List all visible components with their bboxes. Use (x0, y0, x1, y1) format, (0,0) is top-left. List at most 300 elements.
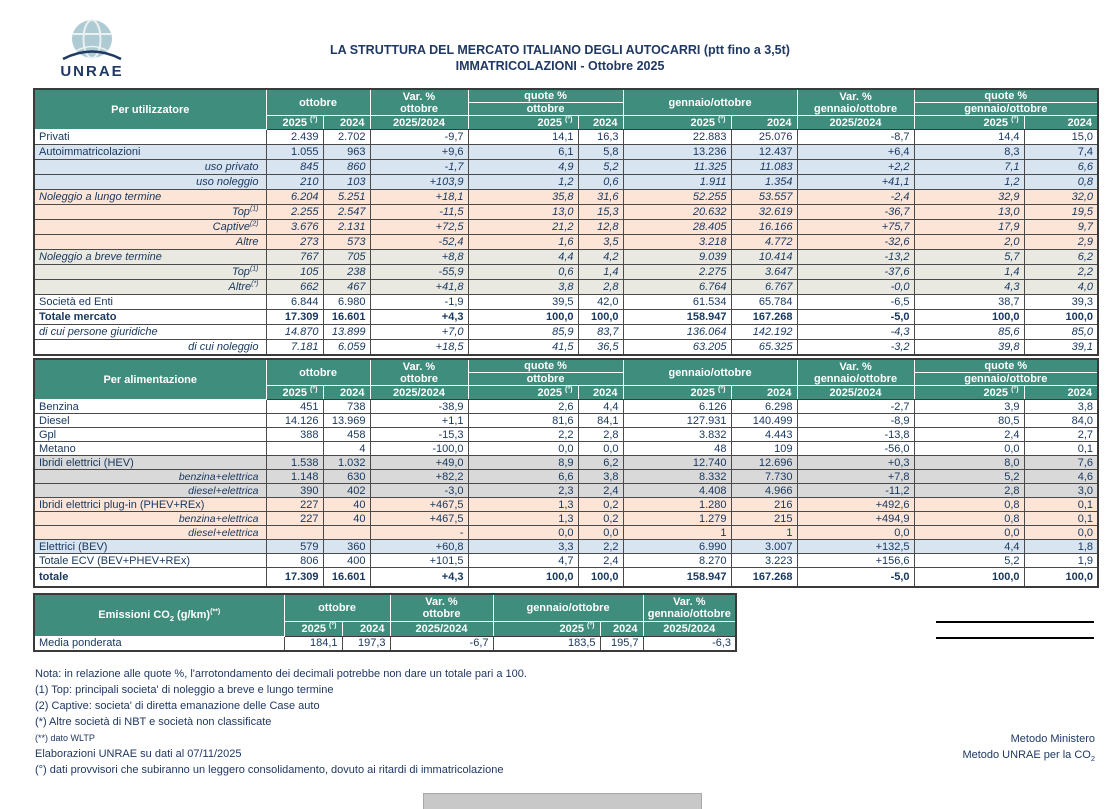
cell: +156,6 (797, 554, 914, 568)
cell: 3.676 (266, 220, 323, 235)
cell: +82,2 (370, 470, 468, 484)
cell: 6,1 (468, 145, 578, 160)
cell: 5,8 (578, 145, 623, 160)
cell: 3,8 (1024, 400, 1098, 414)
cell: 0,8 (914, 512, 1024, 526)
col-header-per-alimentazione: Per alimentazione (34, 359, 266, 400)
cell: 12,8 (578, 220, 623, 235)
cell: 451 (266, 400, 323, 414)
cell: 1.911 (623, 175, 731, 190)
cell: +0,3 (797, 456, 914, 470)
cell: 100,0 (914, 310, 1024, 325)
footnotes (35, 666, 755, 762)
cell: 16.601 (323, 568, 370, 587)
table-row (34, 190, 1098, 205)
col-header-gennaio-ottobre: gennaio/ottobre (623, 89, 797, 116)
cell: 6.298 (731, 400, 797, 414)
col-header-quote-ottobre: quote % (468, 359, 623, 373)
cell: 4,4 (468, 250, 578, 265)
row-label-text: benzina+elettrica (178, 512, 259, 525)
cell: +4,3 (370, 568, 468, 587)
footnote-altre: (*) Altre società di NBT e società non classificate (35, 716, 272, 728)
cell: 41,5 (468, 340, 578, 355)
year-2025-header: 2025 (°) (468, 386, 578, 400)
cell: 158.947 (623, 568, 731, 587)
year-2024-header: 2024 (323, 116, 370, 130)
table-row (34, 526, 1098, 540)
cell: 2,2 (578, 540, 623, 554)
cell: 662 (266, 280, 323, 295)
ratio-header: 2025/2024 (390, 621, 493, 636)
table-row (34, 130, 1098, 145)
cell: 158.947 (623, 310, 731, 325)
cell (323, 526, 370, 540)
year-2024-header: 2024 (731, 386, 797, 400)
cell: 61.534 (623, 295, 731, 310)
row-label-note: (2) (249, 220, 259, 228)
cell: +60,8 (370, 540, 468, 554)
cell: 6.764 (623, 280, 731, 295)
cell: 65.325 (731, 340, 797, 355)
cell: 3.647 (731, 265, 797, 280)
cell: 85,6 (914, 325, 1024, 340)
cell: 39,1 (1024, 340, 1098, 355)
cell: 4,9 (468, 160, 578, 175)
footnote-wltp: (**) dato WLTP (35, 733, 95, 743)
cell: +7,0 (370, 325, 468, 340)
title-line-1: LA STRUTTURA DEL MERCATO ITALIANO DEGLI AUTOCARRI (ptt fino a 3,5t) (330, 43, 790, 57)
cell: 7.730 (731, 470, 797, 484)
row-label (34, 235, 266, 250)
cell: +72,5 (370, 220, 468, 235)
table-row (34, 498, 1098, 512)
cell: 845 (266, 160, 323, 175)
cell: 21,2 (468, 220, 578, 235)
cell: 8.332 (623, 470, 731, 484)
cell: 11.325 (623, 160, 731, 175)
cell: 0,1 (1024, 498, 1098, 512)
cell: 36,5 (578, 340, 623, 355)
cell: 52.255 (623, 190, 731, 205)
cell: 195,7 (600, 636, 643, 651)
cell: 6.126 (623, 400, 731, 414)
cell: 4,3 (914, 280, 1024, 295)
col-header-var-ottobre (370, 89, 468, 116)
cell: 4.966 (731, 484, 797, 498)
cell: 6.844 (266, 295, 323, 310)
cell: 2,8 (578, 280, 623, 295)
col-header-var-gennaio (797, 89, 914, 116)
year-2024-header: 2024 (731, 116, 797, 130)
cell: 13,0 (914, 205, 1024, 220)
ratio-header: 2025/2024 (643, 621, 736, 636)
cell: 40 (323, 498, 370, 512)
cell: 1,3 (468, 512, 578, 526)
cell: 360 (323, 540, 370, 554)
cell: 0,2 (578, 498, 623, 512)
cell: -15,3 (370, 428, 468, 442)
table-row (34, 205, 1098, 220)
var-pct-label: Var. % (425, 595, 458, 608)
cell: 0,1 (1024, 442, 1098, 456)
cell: 100,0 (578, 568, 623, 587)
cell: 65.784 (731, 295, 797, 310)
cell: 85,0 (1024, 325, 1098, 340)
cell: +18,1 (370, 190, 468, 205)
cell: 84,1 (578, 414, 623, 428)
cell: 53.557 (731, 190, 797, 205)
var-pct-label: Var. % (402, 360, 436, 373)
cell: 0,0 (578, 526, 623, 540)
row-label (34, 205, 266, 220)
cell: 0,6 (578, 175, 623, 190)
cell: 0,6 (468, 265, 578, 280)
cell: 1,3 (468, 498, 578, 512)
cell: 4 (323, 442, 370, 456)
cell: 100,0 (468, 568, 578, 587)
cell: 4,7 (468, 554, 578, 568)
row-label (34, 540, 266, 554)
cell: 9.039 (623, 250, 731, 265)
cell: +103,9 (370, 175, 468, 190)
cell: 2,2 (468, 428, 578, 442)
cell: 573 (323, 235, 370, 250)
cell: 6,6 (468, 470, 578, 484)
col-header-quote-gennaio: quote % (914, 359, 1098, 373)
table-row (34, 280, 1098, 295)
cell: 5.251 (323, 190, 370, 205)
table-row (34, 484, 1098, 498)
row-label-text: totale (39, 570, 69, 583)
cell: 227 (266, 512, 323, 526)
cell: 6.990 (623, 540, 731, 554)
year-2024-header: 2024 (342, 621, 390, 636)
cell: 227 (266, 498, 323, 512)
cell: 167.268 (731, 568, 797, 587)
table-row (34, 428, 1098, 442)
year-2025-header: 2025 (°) (623, 386, 731, 400)
cell: 100,0 (468, 310, 578, 325)
divider-line (936, 621, 1094, 623)
cell: - (370, 526, 468, 540)
table-row (34, 400, 1098, 414)
cell: 14.126 (266, 414, 323, 428)
cell: 80,5 (914, 414, 1024, 428)
cell: 1,2 (468, 175, 578, 190)
cell: -2,4 (797, 190, 914, 205)
col-header-var-gennaio (797, 359, 914, 386)
cell: 1.280 (623, 498, 731, 512)
cell: 22.883 (623, 130, 731, 145)
row-label-text: Altre (228, 281, 252, 293)
row-label (34, 512, 266, 526)
cell: 4,6 (1024, 470, 1098, 484)
table-emissioni-co2 (33, 593, 737, 652)
cell: -11,5 (370, 205, 468, 220)
col-header-var-gennaio (643, 594, 736, 621)
col-header-gennaio-ottobre: gennaio/ottobre (493, 594, 643, 621)
cell: 238 (323, 265, 370, 280)
cell: 4.443 (731, 428, 797, 442)
row-label-text: diesel+elettrica (188, 526, 259, 539)
cell: -8,7 (797, 130, 914, 145)
table-row (34, 442, 1098, 456)
row-label-text: benzina+elettrica (178, 470, 259, 483)
cell: 1 (623, 526, 731, 540)
cell: 4,2 (578, 250, 623, 265)
cell: -13,2 (797, 250, 914, 265)
cell: 4.408 (623, 484, 731, 498)
row-label-note: (1) (249, 265, 259, 273)
ratio-header: 2025/2024 (797, 116, 914, 130)
cell: 1.148 (266, 470, 323, 484)
cell: 402 (323, 484, 370, 498)
cell: +494,9 (797, 512, 914, 526)
cell: 390 (266, 484, 323, 498)
cell: +1,1 (370, 414, 468, 428)
method-notes (962, 731, 1095, 763)
cell: 2.547 (323, 205, 370, 220)
cell: 738 (323, 400, 370, 414)
page-title (0, 42, 1120, 74)
divider-line (936, 637, 1094, 639)
cell: 2,7 (1024, 428, 1098, 442)
cell: 28.405 (623, 220, 731, 235)
cell: +6,4 (797, 145, 914, 160)
row-label-text: Elettrici (BEV) (39, 540, 108, 553)
cell: +41,8 (370, 280, 468, 295)
cell: 109 (731, 442, 797, 456)
table-row (34, 160, 1098, 175)
cell: +8,8 (370, 250, 468, 265)
table-row (34, 175, 1098, 190)
var-period-label: gennaio/ottobre (813, 102, 898, 115)
var-period-label: gennaio/ottobre (813, 372, 898, 385)
cell: 14,4 (914, 130, 1024, 145)
cell: 2,4 (578, 484, 623, 498)
row-label (34, 400, 266, 414)
var-pct-label: Var. % (673, 595, 706, 608)
row-label (34, 498, 266, 512)
year-2025-header: 2025 (°) (266, 116, 323, 130)
var-period-label: ottobre (422, 607, 461, 620)
cell: 197,3 (342, 636, 390, 651)
col-header-quote-ottobre: quote % (468, 89, 623, 103)
cell: 4,0 (1024, 280, 1098, 295)
cell: 1.354 (731, 175, 797, 190)
cell: -36,7 (797, 205, 914, 220)
row-label (34, 428, 266, 442)
cell: -3,0 (370, 484, 468, 498)
cell: 3,8 (468, 280, 578, 295)
cell: 3,9 (914, 400, 1024, 414)
cell: 4,4 (578, 400, 623, 414)
col-header-var-ottobre (390, 594, 493, 621)
cell: 13.899 (323, 325, 370, 340)
var-period-label: ottobre (400, 102, 438, 115)
cell: 13,0 (468, 205, 578, 220)
year-2025-header: 2025 (°) (623, 116, 731, 130)
col-header-ottobre: ottobre (266, 89, 370, 116)
cell: 3.223 (731, 554, 797, 568)
row-label-text: Noleggio a lungo termine (39, 191, 162, 203)
cell: 1,6 (468, 235, 578, 250)
col-header-var-ottobre (370, 359, 468, 386)
cell: 13.969 (323, 414, 370, 428)
row-label-text: diesel+elettrica (188, 484, 259, 497)
cell: 32,0 (1024, 190, 1098, 205)
cell: -6,3 (643, 636, 736, 651)
cell: 2.439 (266, 130, 323, 145)
cell: 184,1 (284, 636, 342, 651)
row-label-text: Ibridi elettrici plug-in (PHEV+REx) (39, 498, 205, 511)
cell: 0,8 (914, 498, 1024, 512)
year-2025-header: 2025 (°) (266, 386, 323, 400)
row-label (34, 160, 266, 175)
row-label-text: Metano (39, 442, 76, 455)
cell: +467,5 (370, 498, 468, 512)
cell: -5,0 (797, 310, 914, 325)
cell: 35,8 (468, 190, 578, 205)
table-row (34, 310, 1098, 325)
cell: -6,7 (390, 636, 493, 651)
quote-ottobre-sub: ottobre (468, 373, 623, 386)
cell: 0,0 (914, 526, 1024, 540)
cell: 6,2 (578, 456, 623, 470)
cell: 11.083 (731, 160, 797, 175)
cell: +2,2 (797, 160, 914, 175)
row-label-text: Media ponderata (39, 637, 122, 650)
table-per-utilizzatore (33, 88, 1099, 356)
year-2024-header: 2024 (1024, 116, 1098, 130)
cell: 12.696 (731, 456, 797, 470)
row-label (34, 340, 266, 355)
table-row (34, 145, 1098, 160)
col-header-per-utilizzatore: Per utilizzatore (34, 89, 266, 130)
cell: +132,5 (797, 540, 914, 554)
cell: 2,9 (1024, 235, 1098, 250)
table-body (34, 636, 736, 651)
cell: 4,4 (914, 540, 1024, 554)
cell: 39,3 (1024, 295, 1098, 310)
cell: 136.064 (623, 325, 731, 340)
row-label-text: Autoimmatricolazioni (39, 146, 141, 158)
cell: 3.007 (731, 540, 797, 554)
row-label-text: Privati (39, 131, 70, 143)
row-label (34, 130, 266, 145)
year-2024-header: 2024 (600, 621, 643, 636)
cell: -37,6 (797, 265, 914, 280)
cell: 2.702 (323, 130, 370, 145)
cell: 1.032 (323, 456, 370, 470)
row-label (34, 568, 266, 587)
cell: 2,8 (578, 428, 623, 442)
cell: 25.076 (731, 130, 797, 145)
cell: 84,0 (1024, 414, 1098, 428)
var-pct-label: Var. % (402, 90, 436, 103)
cell: 12.437 (731, 145, 797, 160)
row-label-text: di cui persone giuridiche (39, 326, 158, 338)
table-row (34, 540, 1098, 554)
footnote-nota: Nota: in relazione alle quote %, l'arrotondamento dei decimali potrebbe non dare un totale pari a 100. (35, 668, 527, 680)
cell: 0,0 (578, 442, 623, 456)
cell: +75,7 (797, 220, 914, 235)
row-label-note: (*) (251, 280, 259, 288)
table-per-alimentazione (33, 358, 1099, 588)
row-label (34, 145, 266, 160)
cell: -38,9 (370, 400, 468, 414)
cell: -9,7 (370, 130, 468, 145)
col-header-quote-gennaio: quote % (914, 89, 1098, 103)
row-label-text: Gpl (39, 428, 57, 441)
table-header (34, 359, 1098, 400)
table-row (34, 265, 1098, 280)
cell: 3,0 (1024, 484, 1098, 498)
cell: 100,0 (914, 568, 1024, 587)
cell: -5,0 (797, 568, 914, 587)
cell: 8,9 (468, 456, 578, 470)
cell: 1,4 (578, 265, 623, 280)
cell: 467 (323, 280, 370, 295)
table-row (34, 512, 1098, 526)
row-label-text: Noleggio a breve termine (39, 251, 162, 263)
title-line-2: IMMATRICOLAZIONI - Ottobre 2025 (455, 59, 665, 73)
table-row (34, 235, 1098, 250)
cell: -11,2 (797, 484, 914, 498)
cell: 2.131 (323, 220, 370, 235)
cell: 42,0 (578, 295, 623, 310)
year-2024-header: 2024 (578, 386, 623, 400)
row-label (34, 295, 266, 310)
cell: 1,4 (914, 265, 1024, 280)
cell: 32,9 (914, 190, 1024, 205)
cell: 2.255 (266, 205, 323, 220)
row-label (34, 456, 266, 470)
cell: 2.275 (623, 265, 731, 280)
table-row (34, 636, 736, 651)
row-label (34, 470, 266, 484)
cell: 15,3 (578, 205, 623, 220)
cell: 705 (323, 250, 370, 265)
cell: 20.632 (623, 205, 731, 220)
row-label-text: Benzina (39, 400, 79, 413)
cell: +4,3 (370, 310, 468, 325)
cell: 0,2 (578, 512, 623, 526)
cell: 0,8 (1024, 175, 1098, 190)
cell: 5,2 (578, 160, 623, 175)
footnote-top: (1) Top: principali societa' di noleggio a breve e lungo termine (35, 684, 334, 696)
row-label-text: Top (231, 206, 250, 218)
year-2024-header: 2024 (323, 386, 370, 400)
year-2025-header: 2025 (°) (493, 621, 600, 636)
cell: 210 (266, 175, 323, 190)
cell: 63.205 (623, 340, 731, 355)
cell: -52,4 (370, 235, 468, 250)
cell: 103 (323, 175, 370, 190)
cell: 216 (731, 498, 797, 512)
cell: 6,6 (1024, 160, 1098, 175)
row-label (34, 325, 266, 340)
cell: 6,2 (1024, 250, 1098, 265)
cell: 10.414 (731, 250, 797, 265)
var-period-label: ottobre (400, 372, 438, 385)
cell: 4.772 (731, 235, 797, 250)
cell: 630 (323, 470, 370, 484)
cell: +467,5 (370, 512, 468, 526)
cell: 8,0 (914, 456, 1024, 470)
cell (266, 526, 323, 540)
table-row (34, 220, 1098, 235)
